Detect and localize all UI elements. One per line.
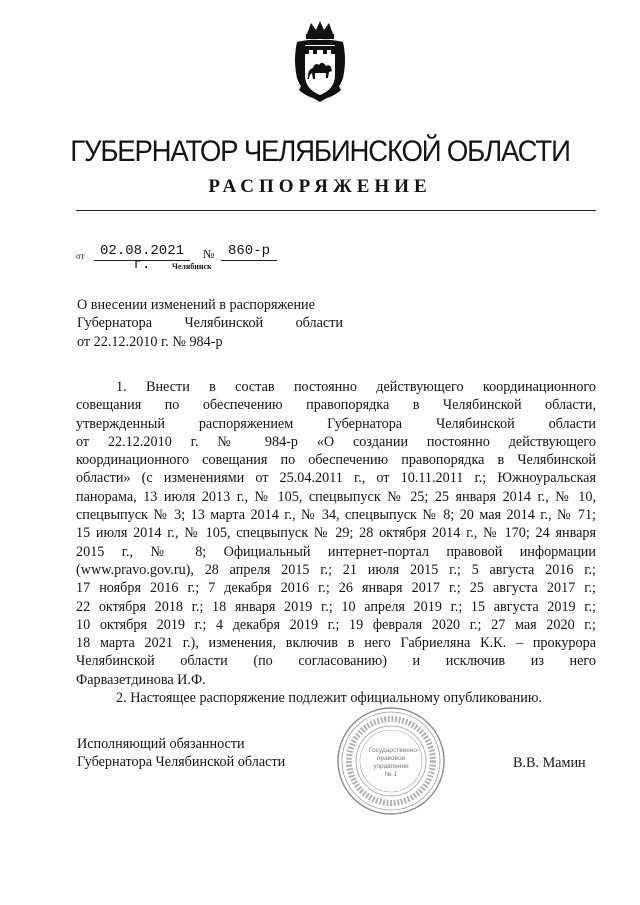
signatory-title-line: Губернатора Челябинской области bbox=[77, 754, 286, 771]
body-line: Фарвазетдинова И.Ф. bbox=[76, 671, 206, 688]
body-line: Челябинской области (по согласованию) и исключив из него bbox=[76, 653, 596, 670]
document-date: 02.08.2021 г. bbox=[94, 244, 190, 261]
date-prefix: от bbox=[76, 251, 85, 261]
seal-text bbox=[369, 747, 420, 779]
body-line: спецвыпуск № 3; 13 марта 2014 г., № 34, спецвыпуск № 8; 20 мая 2014 г., № 71; bbox=[76, 507, 596, 524]
subject-line: О внесении изменений в распоряжение bbox=[77, 297, 315, 313]
document-type-heading: РАСПОРЯЖЕНИЕ bbox=[208, 176, 432, 197]
signatory-name: В.В. Мамин bbox=[513, 755, 586, 771]
seal-text-line: № 1 bbox=[384, 771, 398, 778]
body-line: совещания по обеспечению правопорядка в Челябинской области, bbox=[76, 397, 596, 414]
header-divider bbox=[76, 210, 596, 211]
body-line: утвержденный распоряжением Губернатора Челябинской области bbox=[76, 415, 596, 432]
body-line: 10 октября 2019 г.; 4 декабря 2019 г.; 19 февраля 2020 г.; 27 мая 2020 г.; bbox=[76, 616, 596, 633]
seal-text-line: Государственно- bbox=[369, 747, 420, 754]
authority-heading: ГУБЕРНАТОР ЧЕЛЯБИНСКОЙ ОБЛАСТИ bbox=[70, 135, 570, 168]
body-line: 18 марта 2021 г.), изменения, включив в него Габриеляна К.К. – прокурора bbox=[76, 635, 596, 652]
signatory-title-line: Исполняющий обязанности bbox=[77, 736, 245, 752]
body-line: 15 июля 2014 г., № 105, спецвыпуск № 29; 28 октября 2014 г., № 170; 24 января bbox=[76, 525, 596, 542]
body-line: от 22.12.2010 г. № 984-р «О создании постоянно действующего bbox=[76, 433, 596, 450]
city-label: Челябинск bbox=[172, 262, 212, 271]
seal-text-line: правовое bbox=[376, 755, 406, 762]
body-line: 17 ноября 2016 г.; 7 декабря 2016 г.; 26 января 2017 г.; 25 августа 2017 г.; bbox=[76, 580, 596, 597]
document-number: 860-р bbox=[221, 244, 277, 261]
body-line: 1. Внести в состав постоянно действующего координационного bbox=[116, 379, 596, 395]
signatory-title bbox=[77, 735, 285, 772]
body-line: 2. Настоящее распоряжение подлежит официальному опубликованию. bbox=[116, 690, 543, 707]
body-line: области» (с изменениями от 25.04.2011 г., от 10.11.2011 г.; Южноуральская bbox=[76, 470, 596, 487]
body-line: панорама, 13 июля 2013 г., № 105, спецвыпуск № 25; 25 января 2014 г., № 10, bbox=[76, 488, 596, 505]
chelyabinsk-coat-of-arms-icon bbox=[287, 20, 353, 106]
document-subject bbox=[77, 296, 343, 351]
subject-line: Губернатора Челябинской области bbox=[77, 315, 343, 332]
body-line: координационного совещания по обеспечению правопорядка в Челябинской bbox=[76, 452, 596, 469]
body-line: 2015 г., № 8; Официальный интернет-портал правовой информации bbox=[76, 543, 596, 560]
number-sign: № bbox=[203, 247, 215, 261]
document-body bbox=[76, 378, 596, 707]
body-line: (www.pravo.gov.ru), 28 апреля 2015 г.; 21 июля 2015 г.; 5 августа 2016 г.; bbox=[76, 561, 596, 578]
subject-line: от 22.12.2010 г. № 984-р bbox=[77, 333, 223, 350]
body-line: 22 октября 2018 г.; 18 января 2019 г.; 10 апреля 2019 г.; 15 августа 2019 г.; bbox=[76, 598, 596, 615]
seal-text-line: управление bbox=[373, 763, 409, 770]
